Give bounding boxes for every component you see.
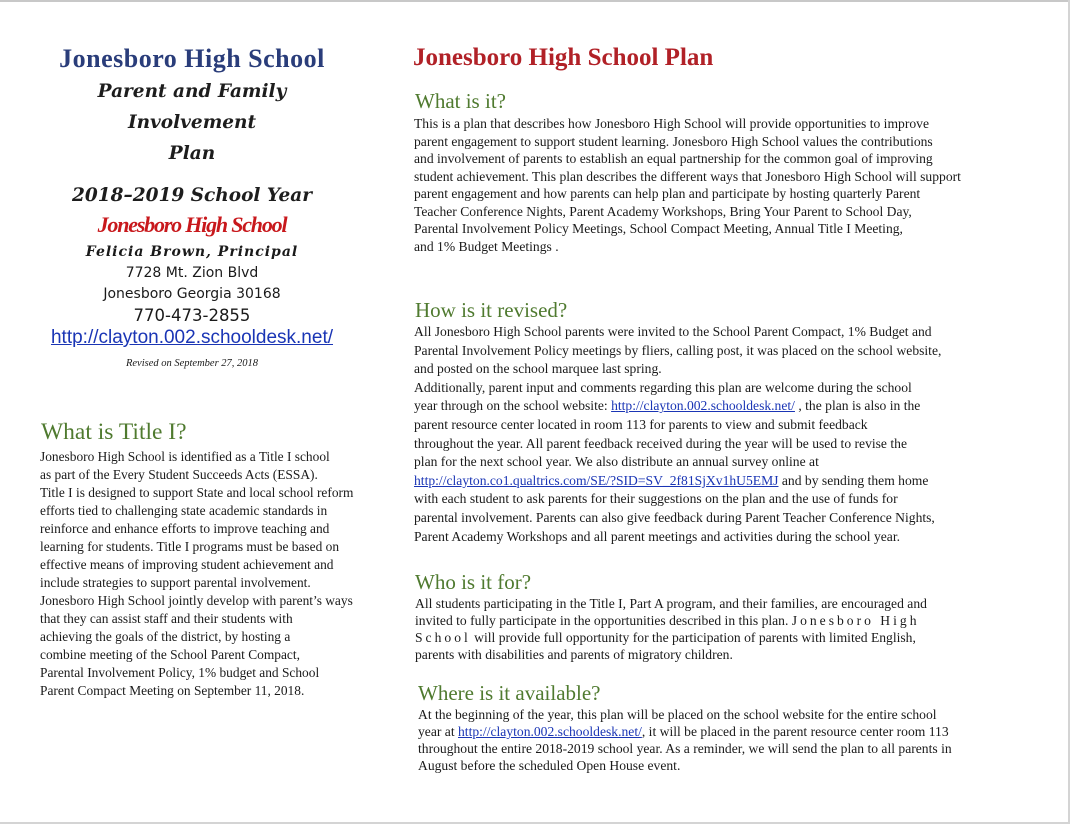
what-line: Teacher Conference Nights, Parent Academy Workshops, Bring Your Parent to School Day, — [414, 203, 912, 219]
how-line: All Jonesboro High School parents were invited to the School Parent Compact, 1% Budget and — [414, 324, 932, 339]
title-i-line: efforts tied to challenging state academic standards in — [40, 503, 328, 518]
where-line-2: year at http://clayton.002.schooldesk.net/, it will be placed in the parent resource center room 113 — [418, 723, 949, 739]
school-website-link[interactable]: http://clayton.002.schooldesk.net/ — [50, 327, 333, 348]
title-i-line: Jonesboro High School is identified as a Title I school — [40, 449, 330, 464]
how-line: and posted on the school marquee last spring. — [414, 361, 662, 377]
program-title-line1: Parent and Family Involvement — [97, 81, 287, 133]
how-heading: How is it revised? — [415, 298, 568, 322]
what-body — [414, 115, 1059, 255]
where-line-1: At the beginning of the year, this plan will be placed on the school website for the entire school — [418, 707, 937, 722]
title-i-line: Jonesboro High School jointly develop with parent’s ways — [40, 593, 353, 608]
what-line: and 1% Budget Meetings . — [414, 238, 559, 254]
title-i-line: effective means of improving student achievement and — [40, 557, 334, 572]
right-column — [413, 44, 1053, 72]
where-line-4: August before the scheduled Open House event. — [418, 757, 681, 773]
what-line: and involvement of parents to establish an equal partnership for the common goal of improving — [414, 151, 933, 166]
how-line: Parental Involvement Policy meetings by fliers, calling post, it was placed on the school website, — [414, 342, 942, 358]
who-body — [415, 596, 1060, 664]
school-name: Jonesboro High School — [59, 44, 325, 73]
school-logo: Jonesboro High School — [97, 212, 287, 237]
title-i-heading: What is Title I? — [41, 419, 187, 445]
principal-name: Felicia Brown, Principal — [85, 244, 299, 260]
what-line: student achievement. This plan describes the different ways that Jonesboro High School will support — [414, 168, 961, 184]
title-i-line: Title I is designed to support State and local school reform — [40, 485, 354, 500]
title-i-line: learning for students. Title I programs must be based on — [40, 539, 340, 554]
title-i-line: Parent Compact Meeting on September 11, 2018. — [40, 683, 305, 698]
survey-link[interactable]: http://clayton.co1.qualtrics.com/SE/?SID=SV_2f81SjXv1hU5EMJ — [414, 472, 779, 488]
title-i-line: combine meeting of the School Parent Compact, — [40, 647, 300, 662]
how-line: Parent Academy Workshops and all parent meetings and activities during the school year. — [414, 528, 901, 544]
title-i-line: achieving the goals of the district, by hosting a — [40, 629, 291, 644]
how-line: parental involvement. Parents can also give feedback during Parent Teacher Conference Nights, — [414, 509, 935, 525]
how-lines-c — [414, 490, 1059, 546]
how-line-survey: http://clayton.co1.qualtrics.com/SE/?SID=SV_2f81SjXv1hU5EMJ and by sending them home — [414, 472, 929, 488]
title-i-line: reinforce and enhance efforts to improve teaching and — [40, 521, 330, 536]
phone-number: 770-473-2855 — [133, 306, 251, 325]
school-year: 2018–2019 School Year — [72, 185, 312, 206]
how-line: throughout the year. All parent feedback received during the year will be used to revise the — [414, 435, 907, 451]
what-line: This is a plan that describes how Jonesboro High School will provide opportunities to improve — [414, 116, 929, 131]
who-line-2: invited to fully participate in the opportunities described in this plan. Jonesboro High — [415, 612, 920, 628]
how-line: plan for the next school year. We also distribute an annual survey online at — [414, 454, 819, 470]
how-lines-a — [414, 323, 1059, 397]
page-border-top — [0, 0, 1070, 2]
where-website-link[interactable]: http://clayton.002.schooldesk.net/ — [458, 723, 642, 739]
who-line-3: School will provide full opportunity for the participation of parents with limited English, — [415, 629, 916, 645]
plan-title: Jonesboro High School Plan — [413, 44, 714, 71]
program-title — [36, 76, 348, 169]
revised-date: Revised on September 27, 2018 — [125, 358, 259, 369]
address-city: Jonesboro Georgia 30168 — [103, 286, 281, 302]
where-heading: Where is it available? — [418, 681, 601, 705]
how-line-website: year through on the school website: http://clayton.002.schooldesk.net/ , the plan is also in the — [414, 398, 921, 414]
title-i-line: Parental Involvement Policy, 1% budget and School — [40, 665, 320, 680]
who-heading: Who is it for? — [415, 570, 532, 594]
how-lines-b — [414, 416, 1059, 472]
how-body — [414, 323, 1059, 546]
who-line-4: parents with disabilities and parents of migratory children. — [415, 646, 733, 662]
address-street: 7728 Mt. Zion Blvd — [125, 265, 259, 281]
how-line: parent resource center located in room 113 for parents to view and submit feedback — [414, 416, 868, 432]
left-column — [36, 44, 348, 369]
how-website-link[interactable]: http://clayton.002.schooldesk.net/ — [611, 398, 795, 414]
what-line: Parental Involvement Policy Meetings, School Compact Meeting, Annual Title I Meeting, — [414, 221, 903, 236]
how-line: Additionally, parent input and comments regarding this plan are welcome during the school — [414, 379, 912, 395]
what-heading: What is it? — [415, 89, 506, 113]
title-i-line: that they can assist staff and their students with — [40, 611, 293, 626]
how-line: with each student to ask parents for their suggestions on the plan and the use of funds for — [414, 491, 898, 507]
program-title-line2: Plan — [168, 143, 216, 164]
where-line-3: throughout the entire 2018-2019 school year. As a reminder, we will send the plan to all parents in — [418, 740, 952, 756]
where-body — [418, 707, 1063, 775]
title-i-line: as part of the Every Student Succeeds Acts (ESSA). — [40, 467, 318, 482]
what-line: parent engagement and how parents can help plan and participate by hosting quarterly Parent — [414, 186, 921, 201]
title-i-line: include strategies to support parental involvement. — [40, 575, 311, 590]
what-line: parent engagement to support student learning. Jonesboro High School values the contributions — [414, 133, 933, 149]
title-i-body — [40, 448, 390, 700]
who-line-1: All students participating in the Title I, Part A program, and their families, are encouraged and — [415, 596, 927, 611]
